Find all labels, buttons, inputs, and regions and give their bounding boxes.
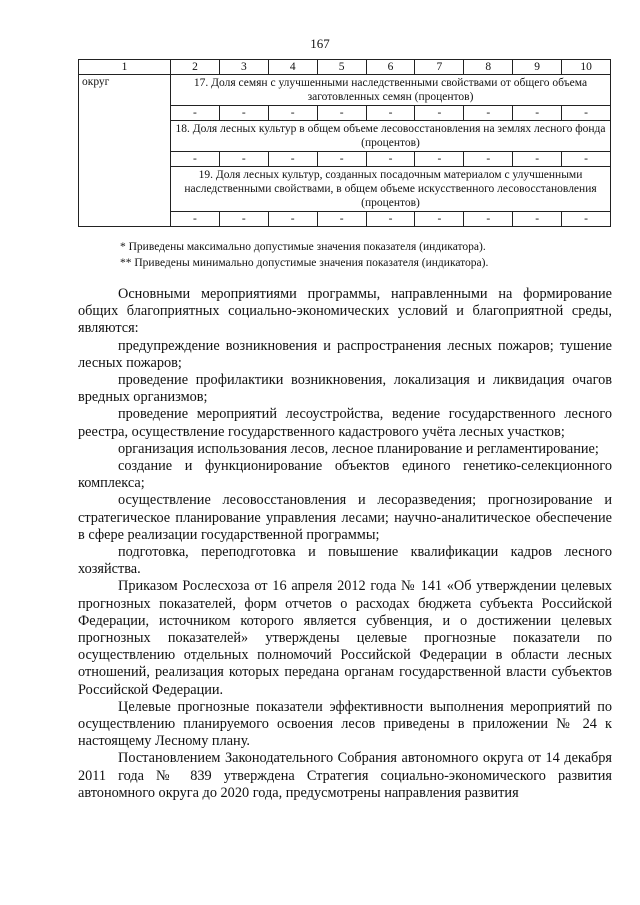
table-cell: - [415,152,464,167]
indicator-title: 18. Доля лесных культур в общем объеме лесовосстановления на землях лесного фонда (процентов) [171,121,611,152]
indicator-title: 17. Доля семян с улучшенными наследственными свойствами от общего объема заготовленных семян (процентов) [171,75,611,106]
paragraph: Целевые прогнозные показатели эффективности выполнения мероприятий по осуществлению планируемого освоения лесов приведены в приложении № 24 к настоящему Лесному плану. [78,698,612,750]
paragraph: предупреждение возникновения и распространения лесных пожаров; тушение лесных пожаров; [78,337,612,371]
table-cell: - [513,152,562,167]
paragraph: проведение профилактики возникновения, локализация и ликвидация очагов вредных организмов; [78,372,612,406]
table-cell: - [219,152,268,167]
table-cell: - [171,152,220,167]
table-cell: - [562,212,611,227]
table-cell: - [366,212,415,227]
table-cell: - [366,106,415,121]
table-cell: - [317,152,366,167]
table-header-cell: 8 [464,60,513,75]
table-cell: - [268,152,317,167]
body-text [78,286,612,802]
paragraph: Постановлением Законодательного Собрания автономного округа от 14 декабря 2011 года № 839 утверждена Стратегия социально-экономического развития автономного округа до 2020 года, предусмотрены направления развития [78,750,612,801]
paragraph: Основными мероприятиями программы, направленными на формирование общих благоприятных социально-экономических условий и благоприятной среды, являются: [78,286,612,337]
table-cell: - [268,106,317,121]
table-cell: - [464,106,513,121]
table-cell: - [268,212,317,227]
table-header-cell: 3 [219,60,268,75]
table-cell: - [219,106,268,121]
table-header-cell: 9 [513,60,562,75]
paragraph: осуществление лесовосстановления и лесоразведения; прогнозирование и стратегическое планирование управления лесами; научно-аналитическое обеспечение в сфере реализации государственной программы; [78,492,612,543]
okrug-cell: округ [79,75,171,227]
table-header-cell: 4 [268,60,317,75]
table-cell: - [171,212,220,227]
table-header-cell: 1 [79,60,171,75]
table-header-cell: 6 [366,60,415,75]
table-cell: - [219,212,268,227]
table-header-cell: 5 [317,60,366,75]
table-header-row [79,60,611,75]
table-header-cell: 2 [171,60,220,75]
table-cell: - [513,212,562,227]
table-cell: - [415,212,464,227]
table-cell: - [171,106,220,121]
paragraph: Приказом Рослесхоза от 16 апреля 2012 года № 141 «Об утверждении целевых прогнозных показателей, форм отчетов о расходах бюджета субъекта Российской Федерации, источником которого является субвенция, и о достижении целевых прогнозных показателей» утверждены целевые прогнозные показатели по осуществлению отдельных полномочий Российской Федерации в области лесных отношений, реализация которых передана органам государственной власти субъектов Российской Федерации. [78,578,612,698]
table-cell: - [464,152,513,167]
table-header-cell: 10 [562,60,611,75]
footnotes [120,239,600,271]
table-cell: - [317,212,366,227]
indicator-title: 19. Доля лесных культур, созданных посадочным материалом с улучшенными наследственными свойствами, в общем объеме искусственного лесовосстановления (процентов) [171,167,611,212]
table-cell: - [562,152,611,167]
footnote: * Приведены максимально допустимые значения показателя (индикатора). [120,241,486,253]
paragraph: проведение мероприятий лесоустройства, ведение государственного лесного реестра, осуществление государственного кадастрового учёта лесных участков; [78,406,612,440]
table-cell: - [562,106,611,121]
table-cell: - [317,106,366,121]
paragraph: подготовка, переподготовка и повышение квалификации кадров лесного хозяйства. [78,544,612,578]
table-cell: - [415,106,464,121]
page-number: 167 [310,36,330,51]
table-header-cell: 7 [415,60,464,75]
indicators-table [78,59,611,227]
paragraph: создание и функционирование объектов единого генетико-селекционного комплекса; [78,458,612,492]
table-row [79,75,611,106]
table-cell: - [513,106,562,121]
table-cell: - [464,212,513,227]
paragraph: организация использования лесов, лесное планирование и регламентирование; [118,440,599,457]
table-cell: - [366,152,415,167]
footnote: ** Приведены минимально допустимые значения показателя (индикатора). [120,257,489,269]
